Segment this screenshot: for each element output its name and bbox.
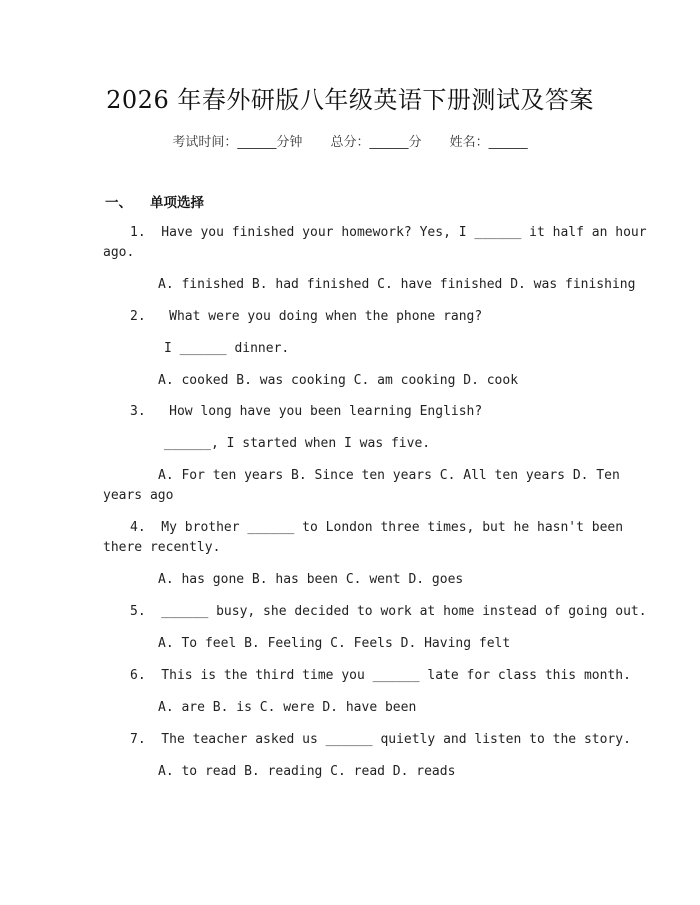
question-5-options: A. To feel B. Feeling C. Feels D. Having felt — [158, 636, 511, 651]
question-4-stem-continued: there recently. — [103, 540, 221, 555]
question-2-options: A. cooked B. was cooking C. am cooking D. cook — [158, 373, 519, 388]
question-1-stem: 1. Have you finished your homework? Yes, I ______ it half an hour — [130, 225, 647, 240]
question-7-options: A. to read B. reading C. read D. reads — [158, 764, 456, 779]
exam-time-field: 考试时间：______分钟 — [172, 135, 303, 150]
exam-info-line — [0, 131, 700, 150]
question-7-stem: 7. The teacher asked us ______ quietly and listen to the story. — [130, 732, 631, 747]
question-2-stem: 2. What were you doing when the phone rang? — [130, 309, 483, 324]
section-heading — [105, 191, 204, 211]
question-3-options: A. For ten years B. Since ten years C. All ten years D. Ten — [158, 468, 620, 483]
total-score-field: 总分：______分 — [330, 135, 422, 150]
question-1-options: A. finished B. had finished C. have finished D. was finishing — [158, 277, 636, 292]
question-6-stem: 6. This is the third time you ______ late for class this month. — [130, 668, 631, 683]
student-name-field: 姓名：______ — [449, 135, 528, 150]
question-5-stem: 5. ______ busy, she decided to work at home instead of going out. — [130, 604, 647, 619]
question-3-stem: 3. How long have you been learning English? — [130, 404, 483, 419]
page-title: 2026 年春外研版八年级英语下册测试及答案 — [106, 86, 594, 114]
section-number: 一、 — [105, 195, 132, 211]
question-4-stem: 4. My brother ______ to London three times, but he hasn't been — [130, 520, 624, 535]
question-4-options: A. has gone B. has been C. went D. goes — [158, 572, 464, 587]
section-title: 单项选择 — [150, 195, 204, 211]
question-3-options-continued: years ago — [103, 488, 174, 503]
question-1-stem-continued: ago. — [103, 245, 135, 260]
question-6-options: A. are B. is C. were D. have been — [158, 700, 417, 715]
question-3-answer-line: ______, I started when I was five. — [164, 436, 431, 451]
question-2-answer-line: I ______ dinner. — [164, 341, 290, 356]
